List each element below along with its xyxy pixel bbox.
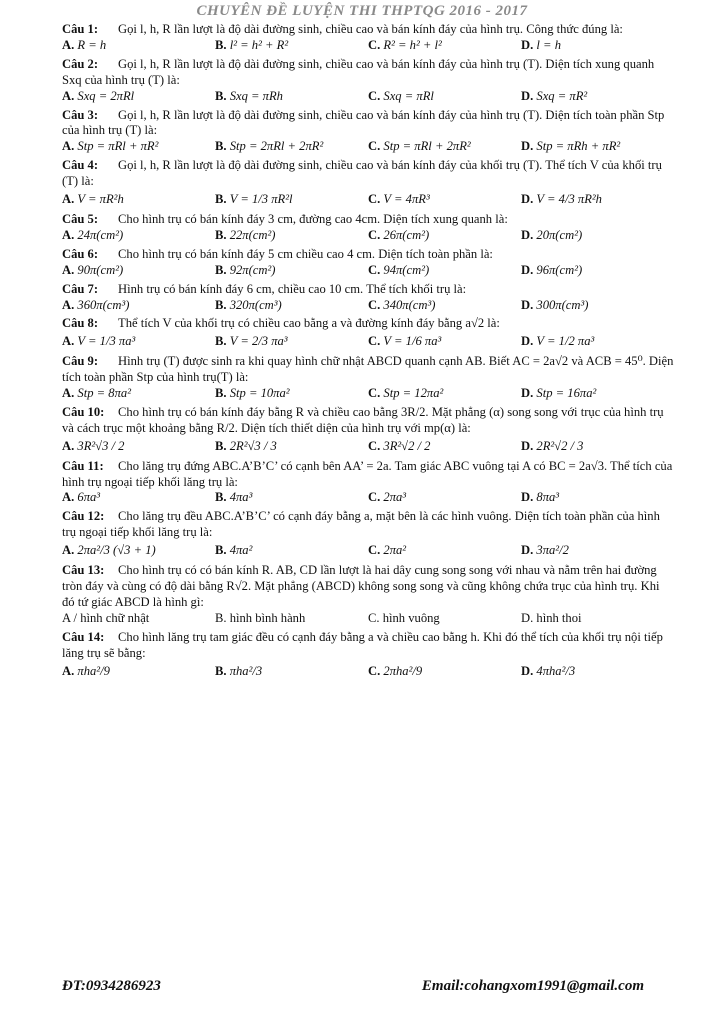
answer-option-c[interactable] (368, 298, 521, 314)
option-letter: D. (521, 438, 537, 453)
question-number: Câu 11: (62, 458, 104, 473)
option-text: l = h (536, 37, 561, 52)
option-letter: D. (521, 88, 537, 103)
question-9 (62, 354, 674, 386)
answer-option-a[interactable] (62, 298, 215, 314)
answer-option-d[interactable] (521, 139, 674, 155)
answer-option-d[interactable] (521, 298, 674, 314)
answer-row (62, 543, 674, 559)
option-text: Sxq = πRl (383, 88, 434, 103)
option-text: Sxq = πR² (536, 88, 588, 103)
answer-option-b[interactable] (215, 139, 368, 155)
question-stem: Cho hình trụ có có bán kính R. AB, CD lần lượt là hai dây cung song song với nhau và nằm trên hai đường tròn đáy và cùng có độ dài bằng R√2. Mặt phẳng (ABCD) không song song và cũng không chứa trục của hình trụ. Khi đó tứ giác ABCD là hình gì: (62, 563, 660, 609)
question-13 (62, 563, 674, 611)
answer-option-d[interactable] (521, 664, 674, 680)
option-letter: B. (215, 37, 230, 52)
option-letter: D. (521, 297, 537, 312)
answer-option-c[interactable] (368, 543, 521, 559)
answer-row (62, 228, 674, 244)
answer-option-c[interactable] (368, 334, 521, 350)
option-text: C. hình vuông (368, 610, 440, 625)
option-letter: D. (521, 37, 537, 52)
answer-option-a[interactable] (62, 228, 215, 244)
answer-option-d[interactable] (521, 386, 674, 402)
option-letter: D. (521, 490, 537, 505)
answer-option-a[interactable] (62, 664, 215, 680)
question-2 (62, 57, 674, 89)
option-letter: C. (368, 334, 384, 349)
question-12 (62, 509, 674, 541)
option-text: 6πa³ (77, 490, 101, 505)
option-letter: D. (521, 227, 537, 242)
option-letter: C. (368, 88, 384, 103)
option-text: Stp = πRh + πR² (536, 139, 621, 154)
option-text: Stp = πRl + πR² (77, 139, 159, 154)
answer-option-b[interactable] (215, 664, 368, 680)
answer-option-a[interactable] (62, 543, 215, 559)
answer-option-d[interactable] (521, 543, 674, 559)
option-letter: C. (368, 227, 384, 242)
answer-option-d[interactable] (521, 611, 674, 627)
answer-option-d[interactable] (521, 334, 674, 350)
option-letter: D. (521, 139, 537, 154)
option-letter: D. (521, 663, 537, 678)
option-letter: C. (368, 192, 384, 207)
option-letter: A. (62, 227, 78, 242)
option-letter: A. (62, 297, 78, 312)
question-number: Câu 9: (62, 354, 99, 369)
answer-option-c[interactable] (368, 490, 521, 506)
option-text: R² = h² + l² (383, 37, 442, 52)
question-3 (62, 108, 674, 140)
question-7 (62, 282, 674, 298)
answer-option-c[interactable] (368, 38, 521, 54)
question-stem: Gọi l, h, R lần lượt là độ dài đường sinh, chiều cao và bán kính đáy của hình trụ (T). Diện tích toàn phần Stp của hình trụ (T) là: (62, 107, 665, 138)
question-number: Câu 12: (62, 509, 105, 524)
option-letter: B. (215, 663, 230, 678)
option-text: 300π(cm³) (536, 297, 589, 312)
answer-option-b[interactable] (215, 38, 368, 54)
answer-option-b[interactable] (215, 543, 368, 559)
answer-option-d[interactable] (521, 89, 674, 105)
option-text: V = 1/3 πR²l (229, 192, 293, 207)
answer-option-b[interactable] (215, 334, 368, 350)
question-stem: Cho lăng trụ đứng ABC.A’B’C’ có cạnh bên AA’ = 2a. Tam giác ABC vuông tại A có BC = 2a√3. Thể tích của hình trụ ngoại tiếp khối lăng trụ là: (62, 458, 673, 489)
answer-row (62, 263, 674, 279)
option-text: l² = h² + R² (229, 37, 289, 52)
question-4 (62, 158, 674, 190)
question-number: Câu 5: (62, 211, 99, 226)
option-letter: A. (62, 262, 78, 277)
option-text: V = 1/2 πa³ (536, 334, 595, 349)
option-text: V = 4/3 πR²h (536, 192, 602, 207)
answer-option-a[interactable] (62, 192, 215, 208)
option-text: 22π(cm²) (229, 227, 276, 242)
question-number: Câu 6: (62, 246, 99, 261)
question-stem: Hình trụ (T) được sinh ra khi quay hình chữ nhật ABCD quanh cạnh AB. Biết AC = 2a√2 và ACB = 45⁰. Diện tích toàn phần Stp của hình trụ(T) là: (62, 354, 674, 385)
answer-row (62, 386, 674, 402)
answer-row (62, 139, 674, 155)
option-text: 24π(cm²) (77, 227, 124, 242)
footer-email: Email:cohangxom1991@gmail.com (421, 978, 644, 994)
answer-option-d[interactable] (521, 490, 674, 506)
option-text: Sxq = πRh (229, 88, 283, 103)
option-text: 96π(cm²) (536, 262, 583, 277)
option-letter: C. (368, 262, 384, 277)
answer-option-a[interactable] (62, 611, 215, 627)
option-letter: C. (368, 37, 384, 52)
option-text: Stp = 16πa² (536, 386, 597, 401)
option-text: Stp = πRl + 2πR² (383, 139, 471, 154)
question-number: Câu 2: (62, 56, 99, 71)
option-letter: C. (368, 543, 384, 558)
option-letter: A. (62, 543, 78, 558)
answer-option-c[interactable] (368, 228, 521, 244)
question-stem: Cho hình trụ có bán kính đáy 3 cm, đường cao 4cm. Diện tích xung quanh là: (118, 211, 508, 226)
question-stem: Gọi l, h, R lần lượt là độ dài đường sinh, chiều cao và bán kính đáy của khối trụ (T). Thể tích V của khối trụ (T) là: (62, 158, 662, 189)
option-text: 90π(cm²) (77, 262, 124, 277)
option-text: 3πa²/2 (536, 543, 569, 558)
question-stem: Hình trụ có bán kính đáy 6 cm, chiều cao 10 cm. Thể tích khối trụ là: (118, 281, 467, 296)
question-11 (62, 459, 674, 491)
question-stem: Gọi l, h, R lần lượt là độ dài đường sinh, chiều cao và bán kính đáy của hình trụ (T). Diện tích xung quanh Sxq của hình trụ (T) là: (62, 56, 655, 87)
option-letter: B. (215, 139, 230, 154)
option-letter: A. (62, 663, 78, 678)
answer-option-b[interactable] (215, 263, 368, 279)
answer-row (62, 89, 674, 105)
question-10 (62, 405, 674, 437)
option-text: 340π(cm³) (383, 297, 436, 312)
option-letter: D. (521, 334, 537, 349)
option-letter: A. (62, 334, 78, 349)
answer-row (62, 611, 674, 627)
option-text: V = 1/3 πa³ (77, 334, 136, 349)
option-letter: C. (368, 490, 384, 505)
option-text: D. hình thoi (521, 610, 582, 625)
answer-option-d[interactable] (521, 439, 674, 455)
question-stem: Cho hình trụ có bán kính đáy 5 cm chiều cao 4 cm. Diện tích toàn phần là: (118, 246, 493, 261)
option-text: 94π(cm²) (383, 262, 430, 277)
answer-option-b[interactable] (215, 192, 368, 208)
option-text: A / hình chữ nhật (62, 610, 150, 625)
option-text: 2πa²/3 (√3 + 1) (77, 543, 156, 558)
option-text: Sxq = 2πRl (77, 88, 135, 103)
option-text: B. hình bình hành (215, 610, 306, 625)
answer-option-a[interactable] (62, 38, 215, 54)
option-text: V = πR²h (77, 192, 124, 207)
option-letter: C. (368, 386, 384, 401)
option-text: Stp = 10πa² (229, 386, 290, 401)
option-text: 4πha²/3 (536, 663, 576, 678)
answer-option-b[interactable] (215, 439, 368, 455)
question-stem: Thể tích V của khối trụ có chiều cao bằng a và đường kính đáy bằng a√2 là: (118, 316, 500, 331)
question-5 (62, 212, 674, 228)
option-letter: A. (62, 139, 78, 154)
option-letter: C. (368, 663, 384, 678)
option-letter: A. (62, 37, 78, 52)
question-number: Câu 14: (62, 629, 105, 644)
answer-option-a[interactable] (62, 263, 215, 279)
answer-option-c[interactable] (368, 139, 521, 155)
option-text: Stp = 8πa² (77, 386, 131, 401)
answer-row (62, 38, 674, 54)
answer-option-c[interactable] (368, 439, 521, 455)
option-letter: A. (62, 192, 78, 207)
answer-option-b[interactable] (215, 386, 368, 402)
question-stem: Cho hình trụ có bán kính đáy bằng R và chiều cao bằng 3R/2. Mặt phẳng (α) song song với trục của hình trụ và cách trục một khoảng bằng R/2. Diện tích thiết diện của hình trụ với mp(α) là: (62, 404, 664, 435)
option-letter: A. (62, 490, 78, 505)
option-text: 2πa² (383, 543, 407, 558)
option-text: 4πa² (229, 543, 253, 558)
option-letter: B. (215, 262, 230, 277)
option-text: 8πa³ (536, 490, 560, 505)
answer-option-c[interactable] (368, 89, 521, 105)
question-1 (62, 22, 674, 38)
option-text: πha²/3 (229, 663, 263, 678)
answer-option-d[interactable] (521, 38, 674, 54)
option-letter: D. (521, 386, 537, 401)
question-stem: Gọi l, h, R lần lượt là độ dài đường sinh, chiều cao và bán kính đáy của hình trụ. Công thức đúng là: (118, 22, 623, 36)
answer-option-a[interactable] (62, 490, 215, 506)
option-letter: C. (368, 438, 384, 453)
answer-option-c[interactable] (368, 664, 521, 680)
option-letter: A. (62, 386, 78, 401)
question-14 (62, 630, 674, 662)
answer-option-b[interactable] (215, 89, 368, 105)
option-text: Stp = 12πa² (383, 386, 444, 401)
answer-option-a[interactable] (62, 139, 215, 155)
answer-option-c[interactable] (368, 611, 521, 627)
question-number: Câu 4: (62, 158, 99, 173)
question-stem: Cho hình lăng trụ tam giác đều có cạnh đáy bằng a và chiều cao bằng h. Khi đó thể tích của khối trụ nội tiếp lăng trụ sẽ bằng: (62, 629, 663, 660)
option-letter: B. (215, 438, 230, 453)
option-letter: B. (215, 543, 230, 558)
option-text: 4πa³ (229, 490, 253, 505)
option-letter: D. (521, 262, 537, 277)
option-letter: A. (62, 438, 78, 453)
answer-option-a[interactable] (62, 334, 215, 350)
answer-option-d[interactable] (521, 263, 674, 279)
question-8 (62, 316, 674, 332)
option-text: R = h (77, 37, 107, 52)
option-text: 26π(cm²) (383, 227, 430, 242)
answer-option-d[interactable] (521, 192, 674, 208)
option-text: 2R²√2 / 3 (536, 438, 584, 453)
option-text: πha²/9 (77, 663, 110, 678)
option-letter: B. (215, 386, 230, 401)
option-text: 320π(cm³) (229, 297, 282, 312)
option-text: 92π(cm²) (229, 262, 276, 277)
option-text: 360π(cm³) (77, 297, 130, 312)
answer-option-c[interactable] (368, 386, 521, 402)
option-letter: B. (215, 490, 230, 505)
answer-option-b[interactable] (215, 490, 368, 506)
answer-option-b[interactable] (215, 611, 368, 627)
question-number: Câu 13: (62, 563, 105, 578)
question-6 (62, 247, 674, 263)
question-list (62, 22, 674, 683)
footer-phone: ĐT:0934286923 (62, 978, 161, 994)
option-letter: D. (521, 192, 537, 207)
answer-option-a[interactable] (62, 386, 215, 402)
option-letter: B. (215, 227, 230, 242)
option-text: 2R²√3 / 3 (229, 438, 277, 453)
answer-row (62, 490, 674, 506)
option-letter: B. (215, 192, 230, 207)
option-letter: B. (215, 334, 230, 349)
answer-option-d[interactable] (521, 228, 674, 244)
option-text: Stp = 2πRl + 2πR² (229, 139, 324, 154)
answer-option-a[interactable] (62, 89, 215, 105)
option-text: V = 2/3 πa³ (229, 334, 288, 349)
option-letter: D. (521, 543, 537, 558)
page-footer (62, 978, 674, 995)
question-number: Câu 8: (62, 316, 99, 331)
option-letter: A. (62, 88, 78, 103)
answer-row (62, 439, 674, 455)
option-text: 2πa³ (383, 490, 407, 505)
option-text: V = 1/6 πa³ (383, 334, 442, 349)
answer-row (62, 334, 674, 350)
option-text: 3R²√2 / 2 (383, 438, 431, 453)
answer-option-b[interactable] (215, 298, 368, 314)
answer-row (62, 664, 674, 680)
answer-option-c[interactable] (368, 192, 521, 208)
question-number: Câu 3: (62, 107, 99, 122)
answer-option-a[interactable] (62, 439, 215, 455)
option-letter: C. (368, 139, 384, 154)
question-stem: Cho lăng trụ đều ABC.A’B’C’ có cạnh đáy bằng a, mặt bên là các hình vuông. Diện tích toàn phần của hình trụ ngoại tiếp khối lăng trụ là: (62, 509, 660, 540)
answer-option-c[interactable] (368, 263, 521, 279)
question-number: Câu 7: (62, 281, 99, 296)
option-text: V = 4πR³ (383, 192, 430, 207)
page-header: CHUYÊN ĐỀ LUYỆN THI THPTQG 2016 - 2017 (196, 3, 528, 19)
answer-row (62, 192, 674, 208)
answer-row (62, 298, 674, 314)
option-text: 2πha²/9 (383, 663, 423, 678)
option-letter: B. (215, 88, 230, 103)
question-number: Câu 1: (62, 22, 99, 36)
question-number: Câu 10: (62, 404, 105, 419)
option-text: 3R²√3 / 2 (77, 438, 125, 453)
answer-option-b[interactable] (215, 228, 368, 244)
option-text: 20π(cm²) (536, 227, 583, 242)
option-letter: C. (368, 297, 384, 312)
option-letter: B. (215, 297, 230, 312)
